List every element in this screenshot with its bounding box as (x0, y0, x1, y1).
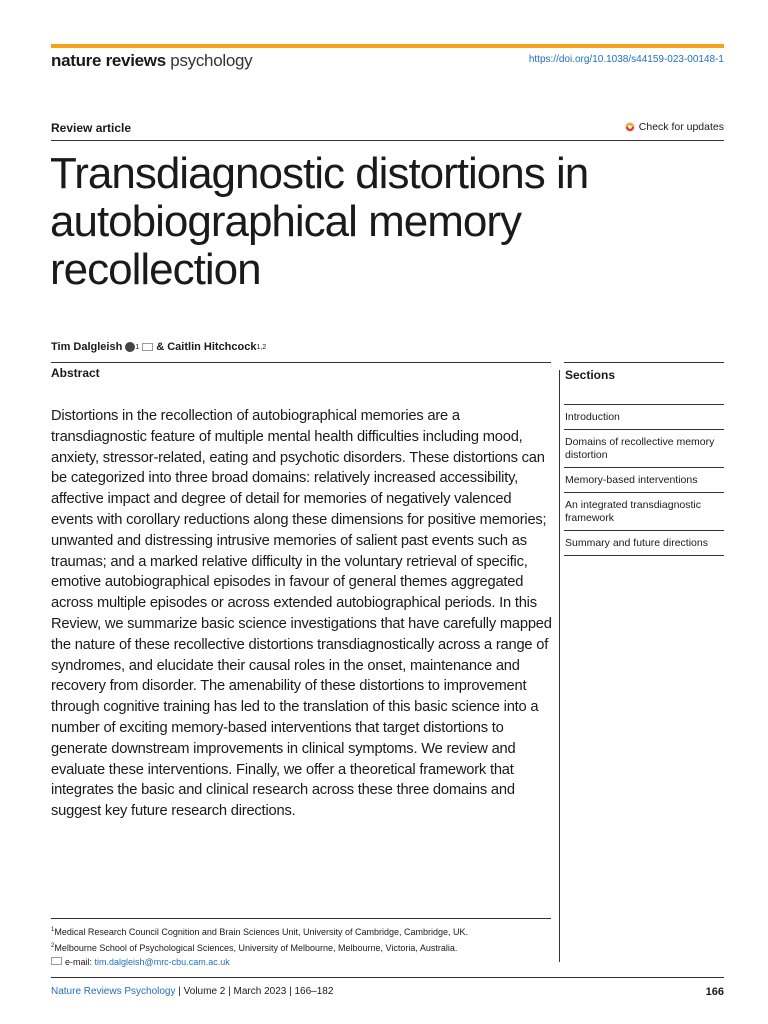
footer-journal-link[interactable]: Nature Reviews Psychology (51, 986, 176, 997)
email-label: e-mail: (65, 957, 93, 967)
top-accent-bar (51, 44, 724, 48)
journal-logo[interactable] (51, 51, 252, 71)
author-list (51, 341, 266, 353)
footer-citation (51, 986, 333, 997)
check-updates-link[interactable] (624, 121, 724, 133)
sections-list (564, 404, 724, 556)
sections-heading: Sections (565, 368, 616, 382)
section-link[interactable]: Domains of recollective memory distortion (564, 429, 724, 467)
author-name[interactable]: Tim Dalgleish (51, 341, 123, 353)
author-affiliation: 1,2 (256, 343, 267, 351)
footer-details: | Volume 2 | March 2023 | 166–182 (178, 986, 334, 997)
footnotes (51, 923, 556, 969)
section-link[interactable]: Summary and future directions (564, 530, 724, 556)
section-link[interactable]: An integrated transdiagnostic framework (564, 492, 724, 530)
section-link[interactable]: Memory-based interventions (564, 467, 724, 492)
check-updates-label: Check for updates (638, 121, 724, 133)
author-rule (51, 362, 551, 363)
page-number: 166 (705, 986, 724, 998)
author-name[interactable]: & Caitlin Hitchcock (156, 341, 257, 353)
sections-rule (564, 362, 724, 363)
envelope-icon[interactable] (142, 343, 153, 351)
check-updates-icon (624, 121, 636, 133)
email-link[interactable]: tim.dalgleish@mrc-cbu.cam.ac.uk (94, 957, 230, 967)
article-type: Review article (51, 121, 132, 135)
doi-link[interactable]: https://doi.org/10.1038/s44159-023-00148-1 (528, 54, 724, 65)
orcid-icon[interactable] (125, 342, 135, 352)
journal-name-bold: nature reviews (51, 51, 166, 70)
footnote-affiliation-2: $^2$Melbourne School of Psychological Sciences, University of Melbourne, Melbourne, Victoria, Australia. (51, 943, 458, 953)
footnote-email (51, 955, 556, 969)
abstract-heading: Abstract (51, 366, 100, 380)
column-divider (559, 370, 560, 962)
footnote-affiliation-1: $^1$Medical Research Council Cognition and Brain Sciences Unit, University of Cambridge, Cambridge, UK. (51, 927, 469, 937)
author-affiliation: 1 (135, 343, 140, 351)
header-rule (51, 140, 724, 141)
footnote-rule (51, 918, 551, 919)
envelope-icon (51, 957, 62, 965)
journal-name-light: psychology (170, 51, 253, 70)
abstract-text: Distortions in the recollection of autobiographical memories are a transdiagnostic feature of multiple mental health difficulties including mood, anxiety, stressor-related, eating and psychotic disorders. These distortions can be categorized into three broad domains: relatively increased accessibility, affective impact and degree of detail for memories of negatively valenced events with corollary reductions along these dimensions for positive memories; unwanted and distressing intrusive memories of salient past events such as traumas; and a marked relative difficulty in the voluntary retrieval of specific, emotive autobiographical episodes in favour of general themes aggregated across multiple episodes or across extended autobiographical periods. In this Review, we summarize basic science investigations that have carefully mapped the nature of these recollective distortions transdiagnostically across a range of syndromes, and elucidate their causal roles in the onset, maintenance and recovery from disorder. The amenability of these distortions to improvement through cognitive training has led to the translation of this basic science into a number of exciting memory-based interventions that target distortions to generate downstream improvements in clinical symptoms. We review and evaluate these interventions. Finally, we offer a theoretical framework that integrates the basic and clinical research across these three domains and suggest key future research directions. (51, 408, 552, 820)
section-link[interactable]: Introduction (564, 404, 724, 429)
footer-rule (51, 977, 724, 978)
article-title: Transdiagnostic distortions in autobiographical memory recollection (50, 149, 589, 294)
